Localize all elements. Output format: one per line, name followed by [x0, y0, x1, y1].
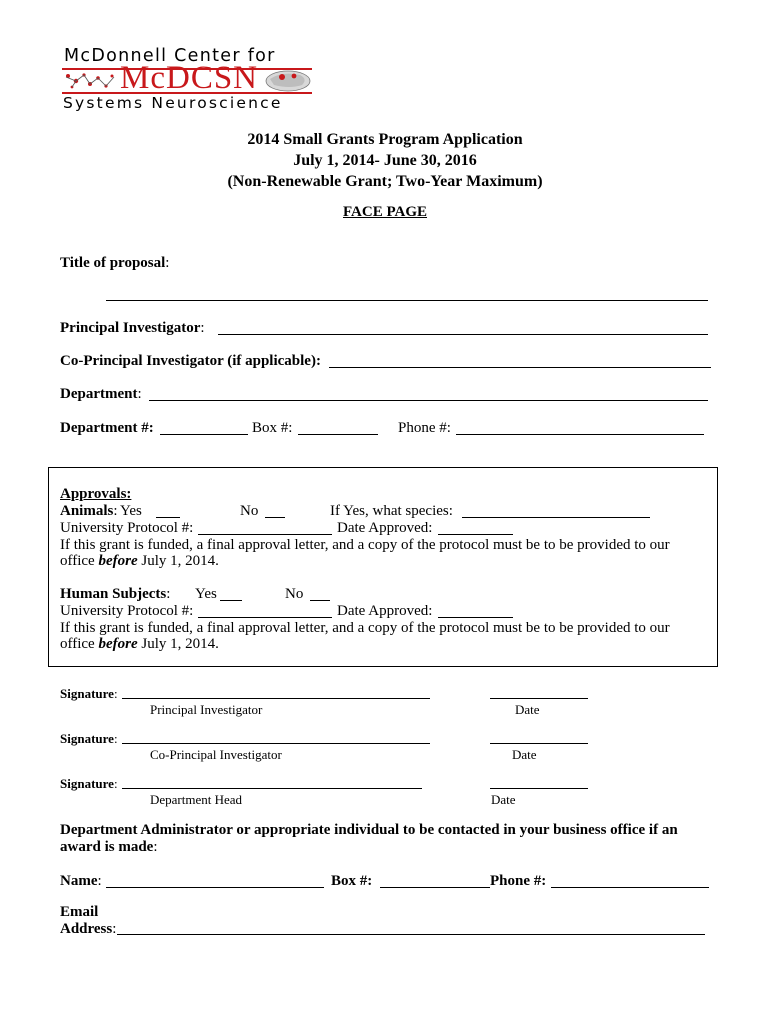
copi-input-line[interactable] [329, 367, 711, 368]
contact-email-label: Email [60, 904, 99, 920]
contact-box-label: Box #: [331, 873, 373, 889]
human-yes-line[interactable] [220, 600, 242, 601]
human-subjects-label: Human Subjects [60, 586, 167, 602]
phone-input-line[interactable] [456, 434, 704, 435]
grant-terms: (Non-Renewable Grant; Two-Year Maximum) [227, 173, 543, 190]
pi-row: Principal Investigator: [60, 320, 205, 336]
human-subjects-row: Human Subjects: [60, 586, 171, 602]
dept-head-signature-line[interactable] [122, 788, 422, 789]
copi-label: Co-Principal Investigator (if applicable): [60, 353, 321, 369]
title-label: Title of proposal [60, 255, 166, 271]
human-funded-note-line2: office before July 1, 2014. [60, 636, 219, 652]
animals-yes-line[interactable] [156, 517, 180, 518]
animals-no-label: No [240, 503, 259, 519]
human-date-approved-label: Date Approved: [337, 603, 433, 619]
species-label: If Yes, what species: [330, 503, 453, 519]
face-page-heading: FACE PAGE [342, 204, 428, 220]
animals-yes-label: Yes [120, 503, 142, 519]
pi-date-caption: Date [515, 702, 540, 717]
dept-head-date-caption: Date [491, 792, 516, 807]
animals-label: Animals [60, 503, 114, 519]
human-yes-label: Yes [195, 586, 217, 602]
signature-row-pi: Signature: [60, 686, 118, 701]
pi-label: Principal Investigator [60, 320, 201, 336]
copi-date-caption: Date [512, 747, 537, 762]
department-input-line[interactable] [149, 400, 708, 401]
signature-row-copi: Signature: [60, 731, 118, 746]
contact-phone-line[interactable] [551, 887, 709, 888]
phone-label: Phone #: [398, 420, 451, 436]
application-title: 2014 Small Grants Program Application [247, 131, 523, 148]
animals-protocol-line[interactable] [198, 534, 332, 535]
dept-head-date-line[interactable] [490, 788, 588, 789]
box-input-line[interactable] [298, 434, 378, 435]
copi-signature-caption: Co-Principal Investigator [150, 747, 282, 762]
human-no-line[interactable] [310, 600, 330, 601]
mcdcsn-logo [60, 46, 320, 118]
contact-name-line[interactable] [106, 887, 324, 888]
animals-date-approved-line[interactable] [438, 534, 513, 535]
human-protocol-label: University Protocol #: [60, 603, 194, 619]
pi-signature-caption: Principal Investigator [150, 702, 263, 717]
animals-row: Animals: [60, 503, 118, 519]
human-funded-note-line1: If this grant is funded, a final approval letter, and a copy of the protocol must be to be provided to our [60, 620, 670, 636]
animals-date-approved-label: Date Approved: [337, 520, 433, 536]
human-no-label: No [285, 586, 304, 602]
box-label: Box #: [252, 420, 293, 436]
title-input-line[interactable] [106, 300, 708, 301]
department-number-input-line[interactable] [160, 434, 248, 435]
animals-funded-note-line1: If this grant is funded, a final approval letter, and a copy of the protocol must be to be provided to our [60, 537, 670, 553]
logo-mark-text: McDCSN [120, 60, 259, 96]
human-protocol-line[interactable] [198, 617, 332, 618]
pi-signature-line[interactable] [122, 698, 430, 699]
contact-instruction-line2: award is made: [60, 839, 158, 855]
department-label: Department [60, 386, 138, 402]
logo-top-text: McDonnell Center for [64, 46, 276, 66]
contact-instruction-line1: Department Administrator or appropriate individual to be contacted in your business office if an [60, 822, 678, 838]
animals-no-line[interactable] [265, 517, 285, 518]
dept-head-signature-caption: Department Head [150, 792, 243, 807]
contact-address-row: Address: [60, 921, 117, 937]
pi-date-line[interactable] [490, 698, 588, 699]
human-date-approved-line[interactable] [438, 617, 513, 618]
animals-protocol-label: University Protocol #: [60, 520, 194, 536]
department-number-label: Department #: [60, 420, 154, 436]
animals-funded-note-line2: office before July 1, 2014. [60, 553, 219, 569]
program-dates: July 1, 2014- June 30, 2016 [293, 152, 477, 169]
logo-bottom-text: Systems Neuroscience [63, 94, 283, 112]
contact-name-row: Name: [60, 873, 102, 889]
pi-input-line[interactable] [218, 334, 708, 335]
signature-row-dept-head: Signature: [60, 776, 118, 791]
contact-box-line[interactable] [380, 887, 490, 888]
contact-phone-label: Phone #: [490, 873, 547, 889]
copi-signature-line[interactable] [122, 743, 430, 744]
contact-email-address-line[interactable] [117, 934, 705, 935]
title-of-proposal-row: Title of proposal: [60, 255, 170, 271]
department-row: Department: [60, 386, 142, 402]
species-input-line[interactable] [462, 517, 650, 518]
approvals-heading: Approvals: [60, 486, 132, 502]
copi-date-line[interactable] [490, 743, 588, 744]
